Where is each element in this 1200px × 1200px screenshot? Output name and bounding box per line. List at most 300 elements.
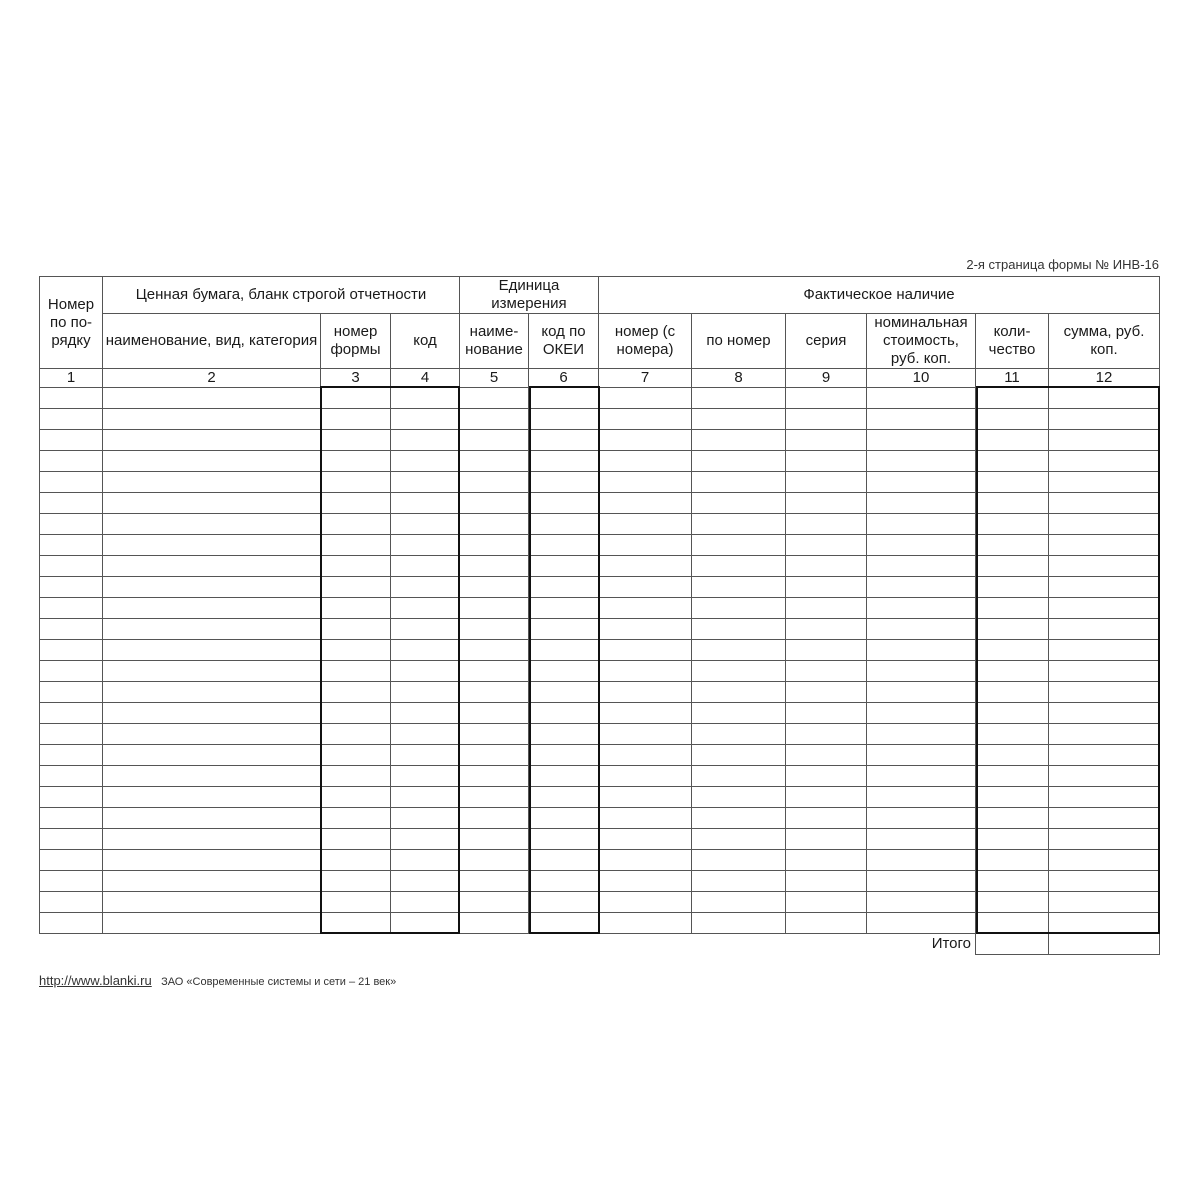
table-cell[interactable] bbox=[529, 577, 599, 598]
table-cell[interactable] bbox=[460, 619, 529, 640]
table-cell[interactable] bbox=[867, 514, 976, 535]
table-cell[interactable] bbox=[103, 787, 321, 808]
table-cell[interactable] bbox=[867, 682, 976, 703]
table-cell[interactable] bbox=[599, 703, 692, 724]
table-cell[interactable] bbox=[599, 514, 692, 535]
table-cell[interactable] bbox=[1049, 514, 1160, 535]
table-cell[interactable] bbox=[867, 556, 976, 577]
table-cell[interactable] bbox=[529, 619, 599, 640]
table-cell[interactable] bbox=[867, 619, 976, 640]
table-cell[interactable] bbox=[460, 871, 529, 892]
table-cell[interactable] bbox=[391, 661, 460, 682]
table-cell[interactable] bbox=[692, 619, 786, 640]
table-cell[interactable] bbox=[40, 766, 103, 787]
table-cell[interactable] bbox=[1049, 871, 1160, 892]
table-cell[interactable] bbox=[321, 472, 391, 493]
table-cell[interactable] bbox=[599, 913, 692, 934]
table-cell[interactable] bbox=[529, 409, 599, 430]
table-cell[interactable] bbox=[529, 451, 599, 472]
table-cell[interactable] bbox=[599, 430, 692, 451]
table-cell[interactable] bbox=[976, 514, 1049, 535]
table-cell[interactable] bbox=[391, 724, 460, 745]
table-cell[interactable] bbox=[599, 640, 692, 661]
table-cell[interactable] bbox=[391, 808, 460, 829]
table-cell[interactable] bbox=[692, 745, 786, 766]
table-cell[interactable] bbox=[40, 682, 103, 703]
table-cell[interactable] bbox=[103, 829, 321, 850]
table-cell[interactable] bbox=[103, 682, 321, 703]
table-cell[interactable] bbox=[976, 745, 1049, 766]
table-cell[interactable] bbox=[40, 724, 103, 745]
table-cell[interactable] bbox=[321, 514, 391, 535]
table-cell[interactable] bbox=[321, 661, 391, 682]
table-cell[interactable] bbox=[103, 745, 321, 766]
table-cell[interactable] bbox=[460, 682, 529, 703]
table-cell[interactable] bbox=[976, 409, 1049, 430]
table-cell[interactable] bbox=[786, 451, 867, 472]
table-cell[interactable] bbox=[599, 745, 692, 766]
table-cell[interactable] bbox=[976, 577, 1049, 598]
table-cell[interactable] bbox=[460, 409, 529, 430]
table-cell[interactable] bbox=[599, 619, 692, 640]
table-cell[interactable] bbox=[692, 787, 786, 808]
table-cell[interactable] bbox=[1049, 472, 1160, 493]
table-cell[interactable] bbox=[692, 556, 786, 577]
table-cell[interactable] bbox=[103, 871, 321, 892]
table-cell[interactable] bbox=[391, 829, 460, 850]
table-cell[interactable] bbox=[529, 556, 599, 577]
table-cell[interactable] bbox=[976, 703, 1049, 724]
table-cell[interactable] bbox=[529, 892, 599, 913]
table-cell[interactable] bbox=[599, 850, 692, 871]
table-cell[interactable] bbox=[460, 850, 529, 871]
table-cell[interactable] bbox=[460, 388, 529, 409]
table-cell[interactable] bbox=[529, 766, 599, 787]
table-cell[interactable] bbox=[867, 766, 976, 787]
table-cell[interactable] bbox=[40, 892, 103, 913]
table-cell[interactable] bbox=[692, 682, 786, 703]
table-cell[interactable] bbox=[321, 703, 391, 724]
table-cell[interactable] bbox=[529, 808, 599, 829]
table-cell[interactable] bbox=[692, 598, 786, 619]
table-cell[interactable] bbox=[786, 514, 867, 535]
table-cell[interactable] bbox=[692, 388, 786, 409]
table-cell[interactable] bbox=[40, 598, 103, 619]
table-cell[interactable] bbox=[460, 703, 529, 724]
table-cell[interactable] bbox=[867, 535, 976, 556]
table-cell[interactable] bbox=[321, 829, 391, 850]
table-cell[interactable] bbox=[391, 556, 460, 577]
table-cell[interactable] bbox=[529, 703, 599, 724]
table-cell[interactable] bbox=[391, 409, 460, 430]
table-cell[interactable] bbox=[867, 577, 976, 598]
table-cell[interactable] bbox=[867, 871, 976, 892]
table-cell[interactable] bbox=[460, 808, 529, 829]
table-cell[interactable] bbox=[599, 808, 692, 829]
table-cell[interactable] bbox=[460, 787, 529, 808]
table-cell[interactable] bbox=[976, 871, 1049, 892]
table-cell[interactable] bbox=[529, 472, 599, 493]
table-cell[interactable] bbox=[391, 850, 460, 871]
table-cell[interactable] bbox=[103, 640, 321, 661]
table-cell[interactable] bbox=[460, 913, 529, 934]
table-cell[interactable] bbox=[867, 892, 976, 913]
table-cell[interactable] bbox=[976, 892, 1049, 913]
table-cell[interactable] bbox=[40, 535, 103, 556]
table-cell[interactable] bbox=[460, 745, 529, 766]
table-cell[interactable] bbox=[867, 703, 976, 724]
table-cell[interactable] bbox=[40, 703, 103, 724]
table-cell[interactable] bbox=[867, 661, 976, 682]
table-cell[interactable] bbox=[460, 724, 529, 745]
table-cell[interactable] bbox=[40, 808, 103, 829]
table-cell[interactable] bbox=[103, 451, 321, 472]
table-cell[interactable] bbox=[529, 745, 599, 766]
table-cell[interactable] bbox=[460, 493, 529, 514]
table-cell[interactable] bbox=[391, 472, 460, 493]
table-cell[interactable] bbox=[529, 871, 599, 892]
table-cell[interactable] bbox=[391, 577, 460, 598]
table-cell[interactable] bbox=[40, 829, 103, 850]
table-cell[interactable] bbox=[786, 871, 867, 892]
table-cell[interactable] bbox=[599, 892, 692, 913]
footer-link[interactable]: http://www.blanki.ru bbox=[39, 973, 152, 988]
table-cell[interactable] bbox=[321, 808, 391, 829]
table-cell[interactable] bbox=[103, 619, 321, 640]
table-cell[interactable] bbox=[460, 766, 529, 787]
table-cell[interactable] bbox=[529, 787, 599, 808]
table-cell[interactable] bbox=[786, 892, 867, 913]
table-cell[interactable] bbox=[40, 577, 103, 598]
table-cell[interactable] bbox=[599, 787, 692, 808]
table-cell[interactable] bbox=[103, 409, 321, 430]
table-cell[interactable] bbox=[976, 724, 1049, 745]
table-cell[interactable] bbox=[103, 577, 321, 598]
table-cell[interactable] bbox=[599, 556, 692, 577]
table-cell[interactable] bbox=[1049, 682, 1160, 703]
table-cell[interactable] bbox=[1049, 724, 1160, 745]
total-quantity-cell[interactable] bbox=[976, 934, 1049, 955]
table-cell[interactable] bbox=[1049, 766, 1160, 787]
table-cell[interactable] bbox=[976, 493, 1049, 514]
table-cell[interactable] bbox=[321, 724, 391, 745]
table-cell[interactable] bbox=[692, 892, 786, 913]
table-cell[interactable] bbox=[599, 493, 692, 514]
table-cell[interactable] bbox=[1049, 430, 1160, 451]
table-cell[interactable] bbox=[103, 388, 321, 409]
table-cell[interactable] bbox=[391, 514, 460, 535]
table-cell[interactable] bbox=[1049, 535, 1160, 556]
table-cell[interactable] bbox=[391, 871, 460, 892]
table-cell[interactable] bbox=[692, 913, 786, 934]
table-cell[interactable] bbox=[976, 472, 1049, 493]
table-cell[interactable] bbox=[391, 745, 460, 766]
table-cell[interactable] bbox=[321, 787, 391, 808]
table-cell[interactable] bbox=[976, 619, 1049, 640]
table-cell[interactable] bbox=[786, 703, 867, 724]
table-cell[interactable] bbox=[1049, 661, 1160, 682]
table-cell[interactable] bbox=[103, 514, 321, 535]
table-cell[interactable] bbox=[599, 388, 692, 409]
table-cell[interactable] bbox=[391, 913, 460, 934]
table-cell[interactable] bbox=[786, 808, 867, 829]
table-cell[interactable] bbox=[786, 409, 867, 430]
table-cell[interactable] bbox=[692, 451, 786, 472]
table-cell[interactable] bbox=[1049, 577, 1160, 598]
table-cell[interactable] bbox=[103, 493, 321, 514]
table-cell[interactable] bbox=[786, 430, 867, 451]
table-cell[interactable] bbox=[976, 430, 1049, 451]
table-cell[interactable] bbox=[103, 661, 321, 682]
table-cell[interactable] bbox=[321, 619, 391, 640]
table-cell[interactable] bbox=[867, 472, 976, 493]
table-cell[interactable] bbox=[692, 577, 786, 598]
table-cell[interactable] bbox=[692, 850, 786, 871]
table-cell[interactable] bbox=[692, 409, 786, 430]
table-cell[interactable] bbox=[460, 577, 529, 598]
table-cell[interactable] bbox=[391, 388, 460, 409]
table-cell[interactable] bbox=[321, 493, 391, 514]
table-cell[interactable] bbox=[103, 808, 321, 829]
table-cell[interactable] bbox=[786, 472, 867, 493]
table-cell[interactable] bbox=[529, 724, 599, 745]
table-cell[interactable] bbox=[103, 850, 321, 871]
table-cell[interactable] bbox=[976, 766, 1049, 787]
table-cell[interactable] bbox=[460, 472, 529, 493]
table-cell[interactable] bbox=[599, 598, 692, 619]
table-cell[interactable] bbox=[529, 514, 599, 535]
table-cell[interactable] bbox=[321, 892, 391, 913]
table-cell[interactable] bbox=[867, 913, 976, 934]
table-cell[interactable] bbox=[40, 493, 103, 514]
table-cell[interactable] bbox=[599, 871, 692, 892]
table-cell[interactable] bbox=[786, 640, 867, 661]
table-cell[interactable] bbox=[1049, 850, 1160, 871]
table-cell[interactable] bbox=[321, 556, 391, 577]
table-cell[interactable] bbox=[976, 787, 1049, 808]
table-cell[interactable] bbox=[599, 661, 692, 682]
table-cell[interactable] bbox=[692, 661, 786, 682]
table-cell[interactable] bbox=[976, 682, 1049, 703]
table-cell[interactable] bbox=[1049, 451, 1160, 472]
table-cell[interactable] bbox=[529, 682, 599, 703]
table-cell[interactable] bbox=[529, 598, 599, 619]
table-cell[interactable] bbox=[867, 724, 976, 745]
table-cell[interactable] bbox=[867, 640, 976, 661]
table-cell[interactable] bbox=[599, 472, 692, 493]
table-cell[interactable] bbox=[40, 388, 103, 409]
table-cell[interactable] bbox=[692, 703, 786, 724]
table-cell[interactable] bbox=[786, 619, 867, 640]
table-cell[interactable] bbox=[321, 871, 391, 892]
table-cell[interactable] bbox=[460, 430, 529, 451]
table-cell[interactable] bbox=[40, 850, 103, 871]
table-cell[interactable] bbox=[867, 745, 976, 766]
table-cell[interactable] bbox=[391, 451, 460, 472]
table-cell[interactable] bbox=[976, 808, 1049, 829]
table-cell[interactable] bbox=[391, 619, 460, 640]
table-cell[interactable] bbox=[321, 598, 391, 619]
table-cell[interactable] bbox=[321, 766, 391, 787]
table-cell[interactable] bbox=[599, 682, 692, 703]
table-cell[interactable] bbox=[599, 724, 692, 745]
table-cell[interactable] bbox=[103, 430, 321, 451]
table-cell[interactable] bbox=[321, 745, 391, 766]
table-cell[interactable] bbox=[40, 787, 103, 808]
table-cell[interactable] bbox=[786, 913, 867, 934]
table-cell[interactable] bbox=[786, 766, 867, 787]
table-cell[interactable] bbox=[40, 619, 103, 640]
table-cell[interactable] bbox=[321, 682, 391, 703]
table-cell[interactable] bbox=[599, 577, 692, 598]
table-cell[interactable] bbox=[599, 766, 692, 787]
table-cell[interactable] bbox=[692, 472, 786, 493]
table-cell[interactable] bbox=[40, 745, 103, 766]
table-cell[interactable] bbox=[1049, 619, 1160, 640]
table-cell[interactable] bbox=[103, 703, 321, 724]
table-cell[interactable] bbox=[103, 766, 321, 787]
table-cell[interactable] bbox=[40, 430, 103, 451]
table-cell[interactable] bbox=[786, 724, 867, 745]
table-cell[interactable] bbox=[460, 661, 529, 682]
table-cell[interactable] bbox=[321, 577, 391, 598]
table-cell[interactable] bbox=[976, 661, 1049, 682]
table-cell[interactable] bbox=[40, 640, 103, 661]
table-cell[interactable] bbox=[1049, 556, 1160, 577]
table-cell[interactable] bbox=[976, 388, 1049, 409]
table-cell[interactable] bbox=[599, 829, 692, 850]
table-cell[interactable] bbox=[976, 535, 1049, 556]
table-cell[interactable] bbox=[529, 493, 599, 514]
table-cell[interactable] bbox=[40, 661, 103, 682]
table-cell[interactable] bbox=[1049, 892, 1160, 913]
table-cell[interactable] bbox=[692, 766, 786, 787]
table-cell[interactable] bbox=[391, 493, 460, 514]
table-cell[interactable] bbox=[786, 829, 867, 850]
table-cell[interactable] bbox=[529, 640, 599, 661]
table-cell[interactable] bbox=[692, 493, 786, 514]
table-cell[interactable] bbox=[867, 430, 976, 451]
table-cell[interactable] bbox=[321, 535, 391, 556]
table-cell[interactable] bbox=[103, 472, 321, 493]
table-cell[interactable] bbox=[786, 556, 867, 577]
table-cell[interactable] bbox=[40, 913, 103, 934]
table-cell[interactable] bbox=[460, 535, 529, 556]
table-cell[interactable] bbox=[692, 640, 786, 661]
table-cell[interactable] bbox=[103, 724, 321, 745]
table-cell[interactable] bbox=[1049, 409, 1160, 430]
table-cell[interactable] bbox=[599, 409, 692, 430]
table-cell[interactable] bbox=[867, 388, 976, 409]
table-cell[interactable] bbox=[976, 913, 1049, 934]
table-cell[interactable] bbox=[391, 787, 460, 808]
table-cell[interactable] bbox=[529, 829, 599, 850]
table-cell[interactable] bbox=[786, 682, 867, 703]
table-cell[interactable] bbox=[976, 598, 1049, 619]
table-cell[interactable] bbox=[867, 829, 976, 850]
table-cell[interactable] bbox=[1049, 493, 1160, 514]
table-cell[interactable] bbox=[1049, 745, 1160, 766]
table-cell[interactable] bbox=[692, 724, 786, 745]
table-cell[interactable] bbox=[103, 892, 321, 913]
table-cell[interactable] bbox=[391, 640, 460, 661]
table-cell[interactable] bbox=[40, 472, 103, 493]
table-cell[interactable] bbox=[460, 514, 529, 535]
table-cell[interactable] bbox=[321, 640, 391, 661]
total-sum-cell[interactable] bbox=[1049, 934, 1160, 955]
table-cell[interactable] bbox=[867, 493, 976, 514]
table-cell[interactable] bbox=[460, 892, 529, 913]
table-cell[interactable] bbox=[692, 871, 786, 892]
table-cell[interactable] bbox=[40, 409, 103, 430]
table-cell[interactable] bbox=[976, 640, 1049, 661]
table-cell[interactable] bbox=[391, 535, 460, 556]
table-cell[interactable] bbox=[460, 451, 529, 472]
table-cell[interactable] bbox=[40, 556, 103, 577]
table-cell[interactable] bbox=[1049, 808, 1160, 829]
table-cell[interactable] bbox=[103, 598, 321, 619]
table-cell[interactable] bbox=[529, 850, 599, 871]
table-cell[interactable] bbox=[321, 409, 391, 430]
table-cell[interactable] bbox=[1049, 703, 1160, 724]
table-cell[interactable] bbox=[529, 913, 599, 934]
table-cell[interactable] bbox=[867, 808, 976, 829]
table-cell[interactable] bbox=[692, 808, 786, 829]
table-cell[interactable] bbox=[391, 703, 460, 724]
table-cell[interactable] bbox=[1049, 829, 1160, 850]
table-cell[interactable] bbox=[529, 388, 599, 409]
table-cell[interactable] bbox=[786, 598, 867, 619]
table-cell[interactable] bbox=[460, 640, 529, 661]
table-cell[interactable] bbox=[391, 766, 460, 787]
table-cell[interactable] bbox=[786, 661, 867, 682]
table-cell[interactable] bbox=[1049, 640, 1160, 661]
table-cell[interactable] bbox=[103, 556, 321, 577]
table-cell[interactable] bbox=[529, 430, 599, 451]
table-cell[interactable] bbox=[976, 850, 1049, 871]
table-cell[interactable] bbox=[1049, 913, 1160, 934]
table-cell[interactable] bbox=[460, 829, 529, 850]
table-cell[interactable] bbox=[976, 556, 1049, 577]
table-cell[interactable] bbox=[103, 913, 321, 934]
table-cell[interactable] bbox=[599, 451, 692, 472]
table-cell[interactable] bbox=[786, 787, 867, 808]
table-cell[interactable] bbox=[529, 661, 599, 682]
table-cell[interactable] bbox=[867, 787, 976, 808]
table-cell[interactable] bbox=[321, 850, 391, 871]
table-cell[interactable] bbox=[391, 682, 460, 703]
table-cell[interactable] bbox=[786, 745, 867, 766]
table-cell[interactable] bbox=[321, 451, 391, 472]
table-cell[interactable] bbox=[786, 535, 867, 556]
table-cell[interactable] bbox=[103, 535, 321, 556]
table-cell[interactable] bbox=[867, 409, 976, 430]
table-cell[interactable] bbox=[692, 430, 786, 451]
table-cell[interactable] bbox=[599, 535, 692, 556]
table-cell[interactable] bbox=[529, 535, 599, 556]
table-cell[interactable] bbox=[786, 850, 867, 871]
table-cell[interactable] bbox=[321, 430, 391, 451]
table-cell[interactable] bbox=[1049, 787, 1160, 808]
table-cell[interactable] bbox=[976, 451, 1049, 472]
table-cell[interactable] bbox=[321, 913, 391, 934]
table-cell[interactable] bbox=[786, 493, 867, 514]
table-cell[interactable] bbox=[692, 535, 786, 556]
table-cell[interactable] bbox=[1049, 598, 1160, 619]
table-cell[interactable] bbox=[786, 577, 867, 598]
table-cell[interactable] bbox=[40, 514, 103, 535]
table-cell[interactable] bbox=[786, 388, 867, 409]
